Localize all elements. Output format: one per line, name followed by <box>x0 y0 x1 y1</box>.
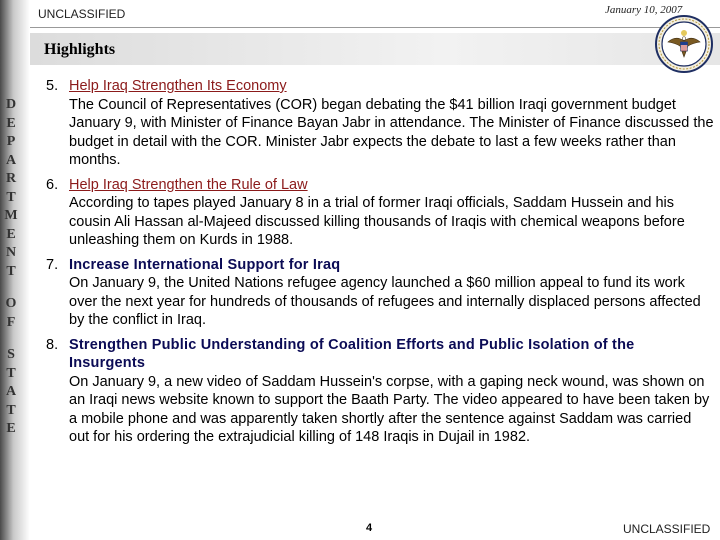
item-heading-link[interactable]: Help Iraq Strengthen Its Economy <box>69 78 287 94</box>
sidebar-letter: T <box>6 365 16 381</box>
sidebar-letter: E <box>6 115 16 131</box>
page-title: Highlights <box>44 41 116 58</box>
sidebar-letter: T <box>6 402 16 418</box>
sidebar-letter: T <box>6 263 16 279</box>
item-body: On January 9, the United Nations refugee agency launched a $60 million appeal to fund its work over the next year for hundreds of thousands of refugees and internally displaced persons affected by the conflict in Iraq. <box>69 275 701 328</box>
item-body: According to tapes played January 8 in a trial of former Iraqi officials, Saddam Hussein and his cousin Ali Hassan al-Majeed discussed killing thousands of Iraqis with chemical weapons before unleashing them on Kurds in 1988. <box>69 195 685 248</box>
list-item <box>46 77 714 170</box>
sidebar-letter: T <box>6 189 16 205</box>
classification-footer: UNCLASSIFIED <box>623 522 711 536</box>
item-heading: Strengthen Public Understanding of Coalition Efforts and Public Isolation of the Insurgents <box>69 336 635 371</box>
item-number: 5. <box>46 78 59 94</box>
list-item <box>46 336 714 447</box>
sidebar-letter: S <box>7 347 15 362</box>
page-number: 4 <box>366 522 373 534</box>
sidebar-letter: E <box>6 226 16 242</box>
item-number: 7. <box>46 256 59 273</box>
item-number: 8. <box>46 336 59 353</box>
item-body: On January 9, a new video of Saddam Hussein's corpse, with a gaping neck wound, was shown on an Iraqi news website known to support the Baath Party. The video appeared to have been taken by a mobile phone and was apparently taken shortly after the sentence against Saddam was carried out for his ordering the extrajudicial killing of 148 Iraqis in Dujail in 1982. <box>69 373 710 445</box>
sidebar-letter: O <box>5 296 17 311</box>
item-heading-link[interactable]: Help Iraq Strengthen the Rule of Law <box>69 176 308 193</box>
title-banner <box>30 33 720 65</box>
list-item <box>46 176 714 250</box>
sidebar-letter: M <box>4 208 18 223</box>
classification-header: UNCLASSIFIED <box>38 7 126 21</box>
sidebar-letter: E <box>6 421 16 436</box>
sidebar-letter: R <box>5 171 17 186</box>
department-of-state-seal-icon <box>655 15 713 73</box>
sidebar-letter: F <box>6 314 16 330</box>
highlights-list <box>46 77 714 453</box>
sidebar-letter: A <box>5 384 17 399</box>
sidebar-letter: N <box>5 245 17 260</box>
sidebar-letter: P <box>6 134 16 149</box>
sidebar-letter: A <box>5 152 17 168</box>
document-date: January 10, 2007 <box>605 4 683 16</box>
sidebar-letter: D <box>5 97 17 112</box>
item-body: The Council of Representatives (COR) began debating the $41 billion Iraqi government budget January 9, with Minister of Finance Bayan Jabr in attendance. The Minister of Finance discussed the budget in detail with the COR. Minister Jabr expects the debate to last a few weeks rather than months. <box>69 96 714 168</box>
list-item <box>46 256 714 330</box>
header-divider <box>30 27 720 28</box>
item-number: 6. <box>46 176 59 193</box>
sidebar-department-of-state <box>0 96 22 439</box>
item-heading: Increase International Support for Iraq <box>69 256 341 273</box>
